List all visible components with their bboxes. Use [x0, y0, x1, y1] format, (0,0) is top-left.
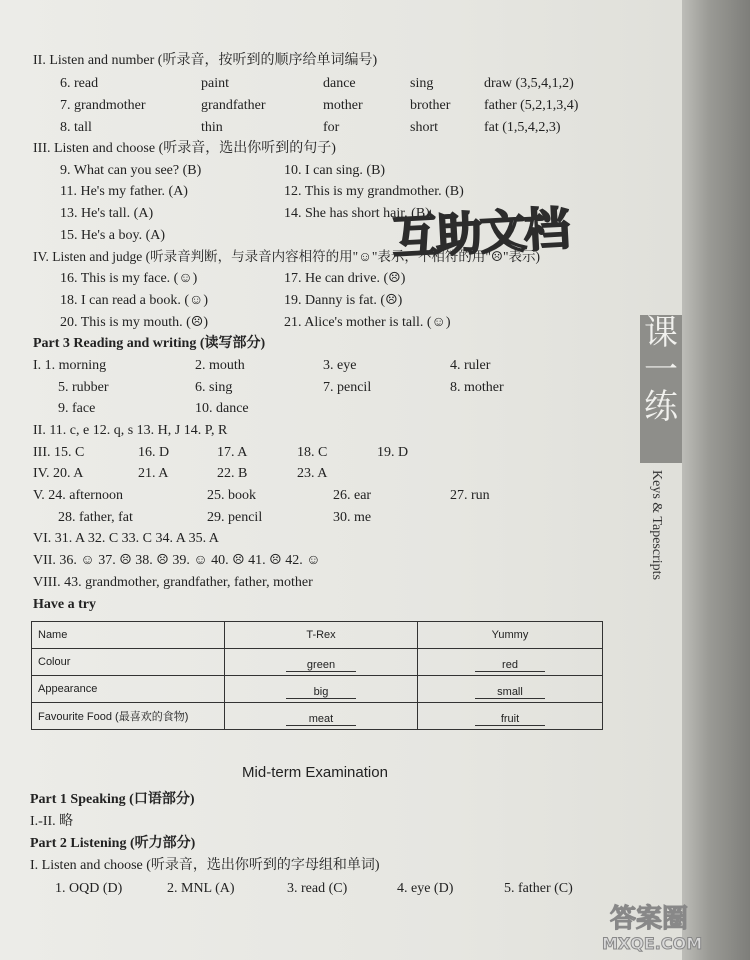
answer-item: father (5,2,1,3,4)	[484, 98, 579, 113]
answer-item: 18. I can read a book. (☺)	[60, 293, 209, 308]
section-heading: IV. Listen and judge (听录音判断，与录音内容相符的用"☺"表示，不相符的用"☹"表示)	[33, 249, 541, 264]
answer-item: 7. pencil	[323, 380, 372, 395]
have-a-try-table	[31, 621, 603, 730]
answer-item: for	[323, 120, 340, 135]
answer-fill: green	[286, 653, 356, 672]
answer-item: 13. He's tall. (A)	[60, 206, 154, 221]
answer-item: grandfather	[201, 98, 266, 113]
table-cell: Colour	[32, 649, 225, 676]
answer-item: 6. read	[60, 76, 99, 91]
answer-fill: fruit	[475, 707, 545, 726]
answer-item: I. 1. morning	[33, 358, 107, 373]
answer-item: fat (1,5,4,2,3)	[484, 120, 561, 135]
answer-item: 15. He's a boy. (A)	[60, 228, 166, 243]
table-cell	[225, 676, 418, 703]
answer-item: 29. pencil	[207, 510, 263, 525]
answer-item: 21. Alice's mother is tall. (☺)	[284, 315, 451, 330]
answer-item: 22. B	[217, 466, 248, 481]
answer-item: 21. A	[138, 466, 169, 481]
answer-item: mother	[323, 98, 363, 113]
answer-item: 6. sing	[195, 380, 233, 395]
part-heading: Part 3 Reading and writing (读写部分)	[33, 336, 266, 351]
answer-item: 2. mouth	[195, 358, 245, 373]
part-heading: Have a try	[33, 597, 96, 612]
answer-item: sing	[410, 76, 434, 91]
answer-item: 27. run	[450, 488, 490, 503]
answer-item: 7. grandmother	[60, 98, 146, 113]
answer-item: 17. He can drive. (☹)	[284, 271, 406, 286]
answer-item: brother	[410, 98, 451, 113]
table-cell: Name	[32, 622, 225, 649]
table-cell	[225, 703, 418, 730]
answer-item: 14. She has short hair. (B)	[284, 206, 430, 221]
answer-item: 9. What can you see? (B)	[60, 163, 202, 178]
answer-fill: big	[286, 680, 356, 699]
answer-item: 2. MNL (A)	[167, 881, 235, 896]
answer-item: 23. A	[297, 466, 328, 481]
answer-item: VIII. 43. grandmother, grandfather, father, mother	[33, 575, 313, 590]
section-heading: I. Listen and choose (听录音，选出你听到的字母组和单词)	[30, 858, 380, 873]
answer-item: 26. ear	[333, 488, 372, 503]
answer-item: 9. face	[58, 401, 96, 416]
answer-item: dance	[323, 76, 356, 91]
part-heading: Part 1 Speaking (口语部分)	[30, 792, 195, 807]
answer-item: 5. father (C)	[504, 881, 573, 896]
answer-item: 4. eye (D)	[397, 881, 454, 896]
answer-item: II. 11. c, e 12. q, s 13. H, J 14. P, R	[33, 423, 228, 438]
table-cell: T-Rex	[225, 622, 418, 649]
watermark-logo: 互助文档	[390, 201, 570, 265]
answer-item: V. 24. afternoon	[33, 488, 123, 503]
answer-item: 5. rubber	[58, 380, 109, 395]
answer-item: 16. This is my face. (☺)	[60, 271, 198, 286]
table-cell: Yummy	[418, 622, 603, 649]
answer-item: 19. D	[377, 445, 409, 460]
answer-item: 17. A	[217, 445, 248, 460]
section-heading: II. Listen and number (听录音，按听到的顺序给单词编号)	[33, 53, 378, 68]
answer-item: 16. D	[138, 445, 170, 460]
table-row	[32, 649, 603, 676]
answer-item: 28. father, fat	[58, 510, 133, 525]
answer-item: 8. mother	[450, 380, 504, 395]
table-row	[32, 703, 603, 730]
answer-item: IV. 20. A	[33, 466, 84, 481]
answer-item: 10. dance	[195, 401, 249, 416]
answer-fill: red	[475, 653, 545, 672]
table-cell	[225, 649, 418, 676]
answer-item: 10. I can sing. (B)	[284, 163, 386, 178]
answer-item: 4. ruler	[450, 358, 491, 373]
answer-item: short	[410, 120, 438, 135]
answer-item: paint	[201, 76, 229, 91]
corner-watermark-url: MXQE.COM	[602, 934, 703, 953]
answer-item: 1. OQD (D)	[55, 881, 123, 896]
answer-item: thin	[201, 120, 223, 135]
answer-item: I.-II. 略	[30, 814, 74, 829]
answer-item: 18. C	[297, 445, 328, 460]
table-row	[32, 676, 603, 703]
book-spine	[682, 0, 750, 960]
answer-item: VI. 31. A 32. C 33. C 34. A 35. A	[33, 531, 219, 546]
section-tab: 课一练	[640, 315, 682, 463]
table-cell: Appearance	[32, 676, 225, 703]
section-heading: III. Listen and choose (听录音，选出你听到的句子)	[33, 141, 336, 156]
answer-item: 12. This is my grandmother. (B)	[284, 184, 464, 199]
table-cell	[418, 649, 603, 676]
answer-item: 8. tall	[60, 120, 92, 135]
part-heading: Part 2 Listening (听力部分)	[30, 836, 196, 851]
answer-item: 30. me	[333, 510, 372, 525]
answer-fill: meat	[286, 707, 356, 726]
answer-item: 19. Danny is fat. (☹)	[284, 293, 403, 308]
table-cell: Favourite Food (最喜欢的食物)	[32, 703, 225, 730]
exam-title: Mid-term Examination	[242, 764, 388, 781]
answer-item: 11. He's my father. (A)	[60, 184, 188, 199]
side-caption: Keys & Tapescripts	[649, 470, 664, 580]
answer-item: 3. eye	[323, 358, 357, 373]
answer-item: 3. read (C)	[287, 881, 348, 896]
answer-item: 20. This is my mouth. (☹)	[60, 315, 209, 330]
answer-item: 25. book	[207, 488, 256, 503]
corner-watermark: 答案圈	[610, 904, 689, 934]
answer-item: III. 15. C	[33, 445, 85, 460]
table-header-row	[32, 622, 603, 649]
answer-fill: small	[475, 680, 545, 699]
table-cell	[418, 703, 603, 730]
answer-item: draw (3,5,4,1,2)	[484, 76, 574, 91]
table-cell	[418, 676, 603, 703]
answer-item: VII. 36. ☺ 37. ☹ 38. ☹ 39. ☺ 40. ☹ 41. ☹ 42. ☺	[33, 553, 321, 568]
